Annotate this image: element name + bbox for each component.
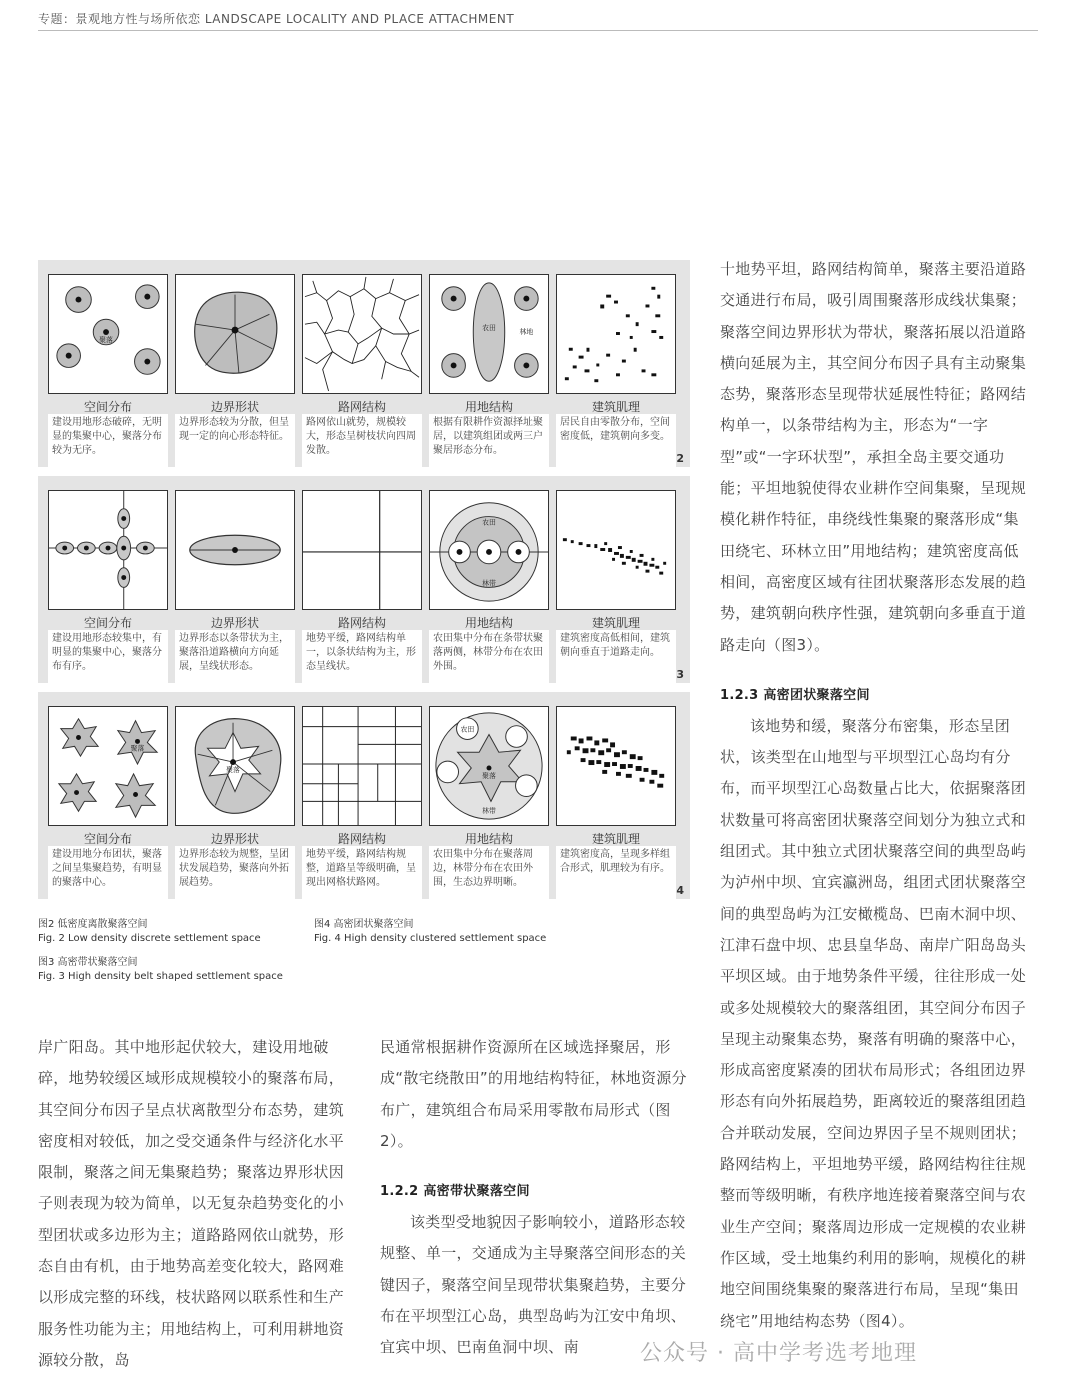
panel-description: 建设用地分布团状，聚落之间呈集聚趋势，有明显的聚落中心。 (48, 846, 168, 902)
section-heading-1-2-3: 1.2.3 高密团状聚落空间 (720, 687, 870, 703)
fig2-panel-landuse (429, 274, 549, 472)
panel-description: 建设用地形态较集中，有明显的集聚中心，聚落分布有序。 (48, 630, 168, 686)
panel-description: 边界形态较为分散，但呈现一定的向心形态特征。 (175, 414, 295, 470)
legend-fig4-cn: 图4 高密团状聚落空间 (314, 919, 414, 930)
figure-number: 3 (676, 668, 684, 681)
fig4-distribution-diagram (48, 706, 168, 826)
fig4-label-settlement-center: 聚落 (482, 771, 496, 780)
fig4-label-settlement: 聚落 (130, 744, 145, 753)
panel-title: 路网结构 (337, 832, 386, 846)
fig4-boundary-diagram (175, 706, 295, 826)
fig3-panel-distribution (48, 490, 168, 688)
fig3-texture-diagram (556, 490, 676, 610)
fig2-panel-distribution (48, 274, 168, 472)
fig2-panel-boundary (175, 274, 295, 472)
panel-description: 农田集中分布在聚落周边，林带分布在农田外围，生态边界明晰。 (429, 846, 549, 902)
panel-title: 建筑肌理 (591, 400, 640, 414)
panel-description: 路网依山就势，规模较大，形态呈树枝状向四周发散。 (302, 414, 422, 470)
fig3-panel-boundary (175, 490, 295, 688)
fig3-panel-landuse (429, 490, 549, 688)
middle-paragraph-2: 该类型受地貌因子影响较小，道路形态较规整、单一，交通成为主导聚落空间形态的关键因子，聚落空间呈现带状集聚趋势，主要分布在平坝型江心岛，典型岛屿为江安中角坝、宜宾中坝、巴南鱼洞中坝、南 (380, 1213, 687, 1357)
panel-title: 空间分布 (83, 832, 132, 846)
panel-description: 农田集中分布在条带状聚落两侧，林带分布在农田外围。 (429, 630, 549, 686)
panel-title: 用地结构 (464, 832, 513, 846)
fig4-panel-boundary (175, 706, 295, 904)
fig3-roads-diagram (302, 490, 422, 610)
panel-description: 根据有限耕作资源择址聚居，以建筑组团或两三户聚居形态分布。 (429, 414, 549, 470)
panel-title: 边界形状 (210, 400, 259, 414)
panel-description: 居民自由零散分布，空间密度低，建筑朝向多变。 (556, 414, 676, 470)
legend-fig4-en: Fig. 4 High density clustered settlement space (314, 933, 547, 944)
legend-fig4 (314, 918, 546, 946)
middle-paragraph-1: 民通常根据耕作资源所在区域选择聚居，形成“散宅绕散田”的用地结构特征，林地资源分布广，建筑组合布局采用零散布局形式（图2）。 (380, 1038, 687, 1150)
fig4-label-forest: 林带 (482, 807, 496, 816)
fig2-label-farmland: 农田 (482, 324, 496, 333)
fig4-label-boundary-settlement: 聚落 (226, 765, 240, 774)
middle-column (380, 1032, 690, 1372)
fig2-panel-roads (302, 274, 422, 472)
legend-fig3-en: Fig. 3 High density belt shaped settlement space (38, 971, 283, 982)
panel-title: 路网结构 (337, 616, 386, 630)
fig2-label-settlement: 聚落 (99, 335, 113, 344)
panel-title: 路网结构 (337, 400, 386, 414)
fig4-landuse-diagram (429, 706, 549, 826)
fig4-texture-diagram (556, 706, 676, 826)
fig3-landuse-diagram (429, 490, 549, 610)
legend-fig2-en: Fig. 2 Low density discrete settlement space (38, 933, 261, 944)
left-column (38, 1032, 350, 1372)
figure-2 (38, 260, 690, 467)
fig4-panel-distribution (48, 706, 168, 904)
fig3-panel-texture (556, 490, 676, 688)
figure-3 (38, 476, 690, 683)
legend-fig2-cn: 图2 低密度离散聚落空间 (38, 919, 148, 930)
fig4-panel-roads (302, 706, 422, 904)
fig3-panel-roads (302, 490, 422, 688)
panel-description: 建设用地形态破碎，无明显的集聚中心，聚落分布较为无序。 (48, 414, 168, 470)
figure-4 (38, 692, 690, 899)
fig2-panel-texture (556, 274, 676, 472)
fig2-texture-diagram (556, 274, 676, 394)
fig2-distribution-diagram (48, 274, 168, 394)
panel-title: 空间分布 (83, 400, 132, 414)
fig2-boundary-diagram (175, 274, 295, 394)
panel-title: 用地结构 (464, 616, 513, 630)
section-heading-1-2-2: 1.2.2 高密带状聚落空间 (380, 1184, 530, 1200)
panel-description: 地势平缓，路网结构单一，以条状结构为主，形态呈线状。 (302, 630, 422, 686)
panel-title: 用地结构 (464, 400, 513, 414)
running-header: 专题：景观地方性与场所依恋 LANDSCAPE LOCALITY AND PLACE ATTACHMENT (38, 12, 515, 26)
panel-title: 建筑肌理 (591, 616, 640, 630)
panel-title: 边界形状 (210, 616, 259, 630)
legend-fig2 (38, 918, 261, 946)
panel-description: 建筑密度高，呈现多样组合形式，肌理较为有序。 (556, 846, 676, 902)
panel-description: 边界形态较为规整，呈团状发展趋势，聚落向外拓展趋势。 (175, 846, 295, 902)
fig4-roads-diagram (302, 706, 422, 826)
header-rule (38, 30, 1038, 31)
legend-fig3-cn: 图3 高密带状聚落空间 (38, 957, 138, 968)
panel-title: 空间分布 (83, 616, 132, 630)
right-paragraph-1: 十地势平坦，路网结构简单，聚落主要沿道路交通进行布局，吸引周围聚落形成线状集聚；聚落空间边界形状为带状，聚落拓展以沿道路横向延展为主，其空间分布因子具有主动聚集态势，聚落形态呈现带状延展性特征；路网结构单一，以条带结构为主，形态为“一字型”或“一字环状型”，承担全岛主要交通功能；平坦地貌使得农业耕作空间集聚，呈现规模化耕作特征，串绕线性集聚的聚落形成“集田绕宅、环林立田”用地结构；建筑密度高低相间，高密度区域有往团状聚落形态发展的趋势，建筑朝向秩序性强，建筑朝向多垂直于道路走向（图3）。 (720, 260, 1027, 654)
panel-description: 建筑密度高低相间，建筑朝向垂直于道路走向。 (556, 630, 676, 686)
panel-title: 边界形状 (210, 832, 259, 846)
fig3-boundary-diagram (175, 490, 295, 610)
figure-number: 4 (676, 884, 684, 897)
panel-description: 边界形态以条带状为主，聚落沿道路横向方向延展，呈线状形态。 (175, 630, 295, 686)
fig3-distribution-diagram (48, 490, 168, 610)
right-column (720, 254, 1030, 1364)
figure-block (38, 260, 690, 908)
fig2-roads-diagram (302, 274, 422, 394)
fig3-label-farmland: 农田 (482, 518, 496, 527)
left-paragraph: 岸广阳岛。其中地形起伏较大，建设用地破碎，地势较缓区域形成规模较小的聚落布局，其空间分布因子呈点状离散型分布态势，建筑密度相对较低，加之受交通条件与经济化水平限制，聚落之间无集聚趋势；聚落边界形状因子则表现为较为简单，以无复杂趋势变化的小型团状或多边形为主；道路路网依山就势，形态自由有机，由于地势高差变化较大，路网难以形成完整的环线，枝状路网以联系性和生产服务性功能为主；用地结构上，可利用耕地资源较分散，岛 (38, 1038, 345, 1369)
fig4-panel-texture (556, 706, 676, 904)
panel-description: 地势平缓，路网结构规整，道路呈等级明确，呈现出网格状路网。 (302, 846, 422, 902)
fig3-label-forest: 林带 (482, 579, 496, 588)
watermark: 公众号 · 高中学考选考地理 (640, 1341, 917, 1366)
fig2-label-forest: 林地 (519, 328, 534, 336)
right-paragraph-2: 该地势和缓，聚落分布密集，形态呈团状，该类型在山地型与平坝型江心岛均有分布，而平坝型江心岛数量占比大，依据聚落团状数量可将高密团状聚落空间划分为独立式和组团式。其中独立式团状聚落空间的典型岛屿为泸州中坝、宜宾瀛洲岛，组团式团状聚落空间的典型岛屿为江安橄榄岛、巴南木洞中坝、江津石盘中坝、忠县皇华岛、南岸广阳岛岛头平坝区域。由于地势条件平缓，往往形成一处或多处规模较大的聚落组团，其空间分布因子呈现主动聚集态势，聚落有明确的聚落中心，形成高密度紧凑的团状布局形式；各组团边界形态有向外拓展趋势，距离较近的聚落组团趋合并联动发展，空间边界因子呈不规则团状；路网结构上，平坦地势平缓，路网结构往往规整而等级明晰，有秩序地连接着聚落空间与农业生产空间；聚落周边形成一定规模的农业耕作区域，受土地集约利用的影响，规模化的耕地空间围绕集聚的聚落进行布局，呈现“集田绕宅”用地结构态势（图4）。 (720, 716, 1027, 1330)
fig4-label-farmland: 农田 (460, 725, 475, 734)
legend-fig3 (38, 956, 283, 984)
panel-title: 建筑肌理 (591, 832, 640, 846)
figure-number: 2 (676, 452, 684, 465)
fig2-landuse-diagram (429, 274, 549, 394)
fig4-panel-landuse (429, 706, 549, 904)
